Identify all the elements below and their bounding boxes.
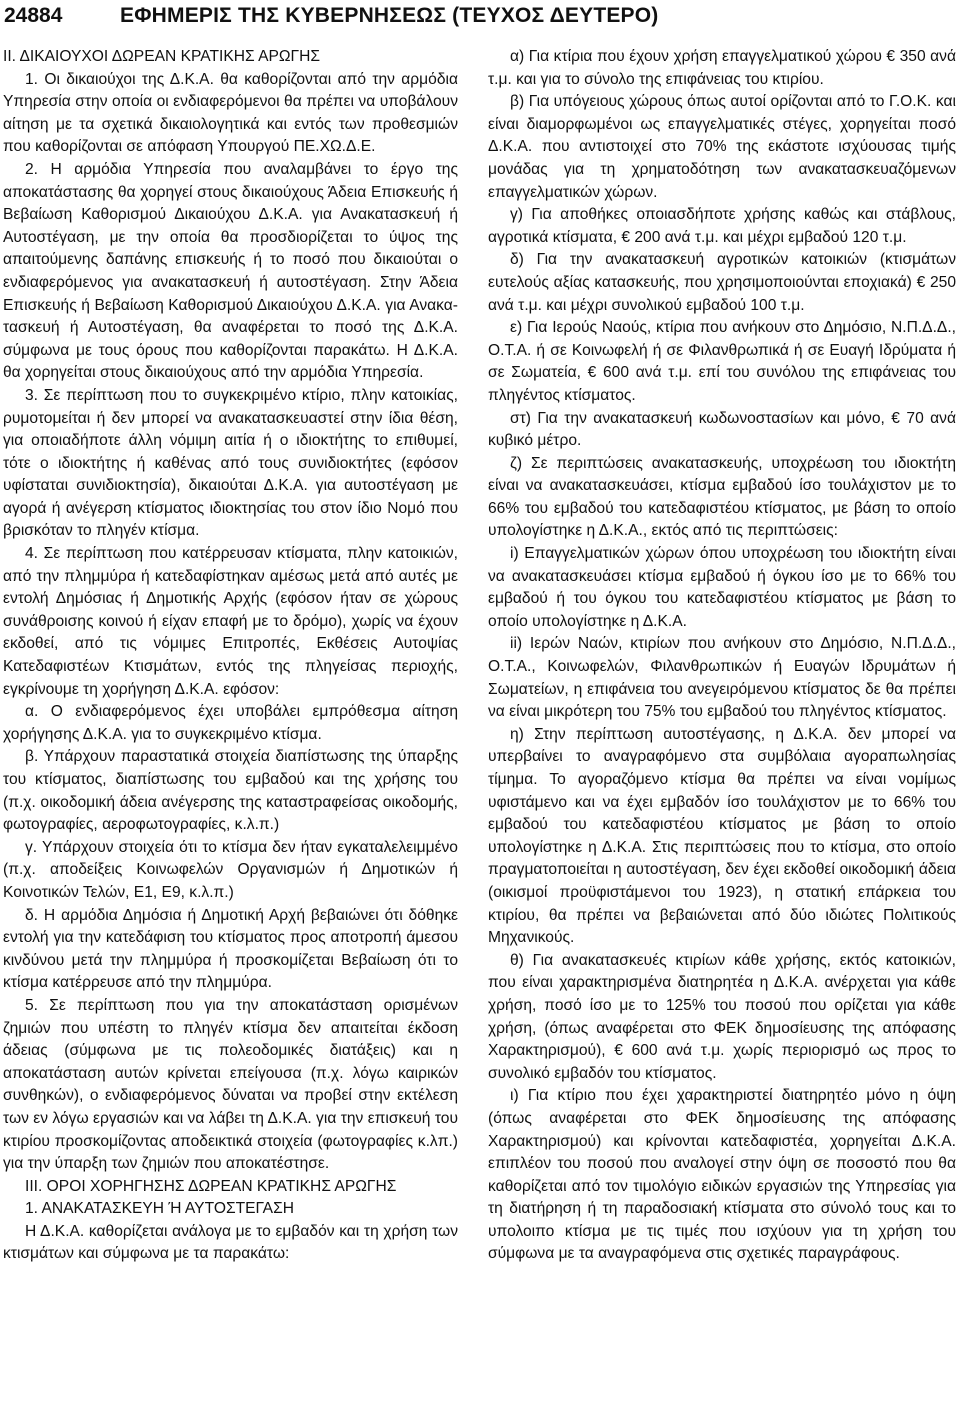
paragraph: γ) Για αποθήκες οποιασδήποτε χρήσης καθώς και στάβλους, αγροτικά κτίσματα, € 200 ανά τ.μ. και μέχρι εμβαδού 120 τ.μ. [488,206,956,246]
paragraph: 3. Σε περίπτωση που το συγκεκριμένο κτίριο, πλην κατοικίας, ρυμοτομείται ή δεν μπορεί να ανακατασκευαστεί στην ίδια θέση, για οποιαδήποτε άλλη νόμιμη αιτία ή ο ιδιοκτήτης το επιθυμεί, τότε ο ιδιοκτήτης ή καθένας από τους συνιδιοκτήτες (εφόσον υφίσταται συνιδιοκτησία), δικαιούται Δ.Κ.Α. για αυτοστέγαση με αγορά ή ανέγερση κτίσματος ιδιοκτησίας του στον ίδιο Νομό που βρισκόταν το πληγέν κτίσμα. [3,386,458,540]
paragraph: γ. Υπάρχουν στοιχεία ότι το κτίσμα δεν ήταν εγκαταλελειμμένο (π.χ. αποδείξεις Κοινωφελών Οργανισμών ή Δημοτικών ή Κοινοτικών Τελών, Ε1, Ε9, κ.λ.π.) [3,838,458,901]
paragraph: η) Στην περίπτωση αυτοστέγασης, η Δ.Κ.Α. δεν μπορεί να υπερβαίνει το αναγραφόμενο στα συμβόλαια αγοραπωλησίας τίμημα. Το αγοραζόμενο κτίσμα θα πρέπει να είναι νομίμως υφιστάμενο και να έχει εμβαδόν ίσο τουλάχιστον με το 66% του εμβαδού του κατεδαφιστέου κτίσματος με βάση το οποίο υπολογίστηκε η Δ.Κ.Α. Στις περιπτώσεις που το κτίσμα, στο οποίο πραγματοποιείται η αυτοστέγαση, δεν έχει εκδοθεί οικοδομική άδεια (οικισμοί προϋφιστάμενοι του 1923), η στατική επάρκεια του κτιρίου, θα πρέπει να βεβαιώνεται από δύο ιδιώτες Πολιτικούς Μηχανικούς. [488,725,956,947]
paragraph: α) Για κτίρια που έχουν χρήση επαγγελματικού χώρου € 350 ανά τ.μ. και για το σύνολο της επιφάνειας του κτιρίου. [488,48,956,88]
paragraph: i) Επαγγελματικών χώρων όπου υποχρέωση του ιδιοκτήτη είναι να ανακατασκευάσει κτίσμα εμβαδού ή όγκου ίσο με το 66% του εμβαδού ή του όγκου του κατεδαφιστέου κτίσματος με βάση το οποίο υπολογίστηκε η Δ.Κ.Α. [488,545,956,630]
paragraph: 4. Σε περίπτωση που κατέρρευσαν κτίσματα, πλην κατοικιών, από την πλημμύρα ή κατεδαφίστηκαν αμέσως μετά από αυτές με εντολή Δημόσιας ή Δημοτικής Αρχής (εφόσον ήταν σε χώρους συνάθροισης κοινού ή είχαν επαφή με το δρόμο), χωρίς να έχουν εκδοθεί, από τις νόμιμες Επιτροπές, Εκθέσεις Αυτοψίας Κατεδαφιστέων Κτισμάτων, εντός της πληγείσας περιοχής, εγκρίνουμε τη χορήγηση Δ.Κ.Α. εφόσον: [3,545,458,698]
paragraph: στ) Για την ανακατασκευή κωδωνοστασίων και μόνο, € 70 ανά κυβικό μέτρο. [488,409,956,450]
page-header [0,0,960,40]
gazette-title: ΕΦΗΜΕΡΙΣ ΤΗΣ ΚΥΒΕΡΝΗΣΕΩΣ (ΤΕΥΧΟΣ ΔΕΥΤΕΡΟ) [120,4,659,27]
page-number: 24884 [4,4,63,27]
paragraph: β. Υπάρχουν παραστατικά στοιχεία διαπίστωσης της ύπαρξης του κτίσματος, διαπίστωσης του εμβαδού και της χρήσης του (π.χ. οικοδομική άδεια ανέγερσης της καταστραφείσας οικοδομής, φωτογραφίες, αεροφωτογραφίες, κ.λ.π.) [3,748,458,834]
paragraph: 2. Η αρμόδια Υπηρεσία που αναλαμβάνει το έργο της αποκατάστασης θα χορηγεί στους δικαιούχους Άδεια Επισκευής ή Βεβαίωση Καθορισμού Δικαιούχου Δ.Κ.Α. για Ανακατασκευή ή Αυτοστέγαση, με την οποία θα προσδιορίζεται το ύψος της απαιτούμενης δαπάνης επισκευής ή το ποσό που δικαιούται ο ενδιαφερόμενος για ανακατασκευή ή αυτοστέγαση. Στην Άδεια Επισκευής ή Βεβαίωση Καθορισμού Δικαιούχου Δ.Κ.Α. για Ανακατασκευή ή Αυτοστέγαση, θα αναφέρεται το ποσό της Δ.Κ.Α. σύμφωνα με τους όρους που καθορίζονται παρακάτω. Η Δ.Κ.Α. θα χορηγείται στους δικαιούχους από την αρμόδια Υπηρεσία. [3,160,458,382]
paragraph: ζ) Σε περιπτώσεις ανακατασκευής, υποχρέωση του ιδιοκτήτη είναι να ανακατασκευάσει, κτίσμα εμβαδού ίσο τουλάχιστον με το 66% του εμβαδού του κατεδαφιστέου κτίσματος, με βάση το οποίο υπολογίστηκε η Δ.Κ.Α., εκτός από τις περιπτώσεις: [488,454,956,540]
paragraph: 1. Οι δικαιούχοι της Δ.Κ.Α. θα καθορίζονται από την αρμόδια Υπηρεσία στην οποία οι ενδιαφερόμενοι θα πρέπει να υποβάλουν αίτηση με τα σχετικά δικαιολογητικά και εντός των προθεσμιών που καθορίζονται σε απόφαση Υπουργού ΠΕ.ΧΩ.Δ.Ε. [3,70,458,156]
paragraph: α. Ο ενδιαφερόμενος έχει υποβάλει εμπρόθεσμα αίτηση χορήγησης Δ.Κ.Α. για το συγκεκριμένο κτίσμα. [3,703,458,743]
paragraph: δ. Η αρμόδια Δημόσια ή Δημοτική Αρχή βεβαιώνει ότι δόθηκε εντολή για την κατεδάφιση του κτίσματος προς αποτροπή άμεσου κινδύνου μετά την πλημμύρα ή προσκομίζεται Βεβαίωση ότι το κτίσμα κατέρρευσε από την πλημμύρα. [3,906,458,992]
paragraph: β) Για υπόγειους χώρους όπως αυτοί ορίζονται από το Γ.Ο.Κ. και είναι διαμορφωμένοι ως επαγγελματικές στέγες, χορηγείται ποσό Δ.Κ.Α. που αντιστοιχεί στο 70% της εκάστοτε ισχύουσας τιμής μονάδας για τη χρηματοδότηση των ανακατασκευαζόμενων επαγγελματικών χώρων. [488,93,956,201]
paragraph: θ) Για ανακατασκευές κτιρίων κάθε χρήσης, εκτός κατοικιών, που είναι χαρακτηρισμένα διατηρητέα η Δ.Κ.Α. ανέρχεται για κάθε χρήση, ποσό ίσο με το 125% του ποσού που ορίζεται για κάθε χρήση, (όπως αναφέρεται στο ΦΕΚ δημοσίευσης της απόφασης Χαρακτηρισμού), € 600 ανά τ.μ. χωρίς περιορισμό ως προς το συνολικό εμβαδόν του κτίσματος. [488,951,956,1082]
paragraph: Η Δ.Κ.Α. καθορίζεται ανάλογα με το εμβαδόν και τη χρήση των κτισμάτων και σύμφωνα με τα παρακάτω: [3,1222,458,1263]
paragraph: ii) Ιερών Ναών, κτιρίων που ανήκουν στο Δημόσιο, Ν.Π.Δ.Δ., Ο.Τ.Α., Κοινωφελών, Φιλανθρωπικών ή Ευαγών Ιδρυμάτων ή Σωματείων, η επιφάνεια του ανεγειρόμενου κτίσματος δε θα πρέπει να είναι μικρότερη του 75% του εμβαδού του πληγέντος κτίσματος. [488,635,956,721]
left-column [3,46,458,1266]
subsection-heading: 1. ΑΝΑΚΑΤΑΣΚΕΥΗ Ή ΑΥΤΟΣΤΕΓΑΣΗ [25,1200,294,1218]
paragraph: ι) Για κτίριο που έχει χαρακτηριστεί διατηρητέο μόνο η όψη (όπως αναφέρεται στο ΦΕΚ δημοσίευσης της απόφασης Χαρακτηρισμού) και κρίνονται κατεδαφιστέα, χορηγείται Δ.Κ.Α. επιπλέον του ποσού που αναλογεί στην όψη σε ποσοστό που θα καθορίζεται από τον τιμολόγιο ειδικών εργασιών της Υπηρεσίας για τη διατήρηση ή τη παραδοσιακή κτίσματα στο σύνολό τους και το υπολοιπο κτίσμα με τις τιμές που ισχύουν για τη χρήση του σύμφωνα με τα αναγραφόμενα στις σχετικές παραγράφους. [488,1087,956,1263]
paragraph: 5. Σε περίπτωση που για την αποκατάσταση ορισμένων ζημιών που υπέστη το πληγέν κτίσμα δεν απαιτείται έκδοση άδειας (σύμφωνα με τις πολεοδομικές διατάξεις) και η αποκατάσταση αυτών κρίνεται επείγουσα (π.χ. λόγω καιρικών συνθηκών), ο ενδιαφερόμενος δύναται να προβεί στην εκτέλεση των εν λόγω εργασιών και να λάβει τη Δ.Κ.Α. για την επισκευή του κτιρίου προσκομίζοντας αποδεικτικά στοιχεία (φωτογραφίες κ.λπ.) για την ύπαρξη των ζημιών που αποκατέστησε. [3,996,458,1173]
section-heading-ii: ΙΙ. ΔΙΚΑΙΟΥΧΟΙ ΔΩΡΕΑΝ ΚΡΑΤΙΚΗΣ ΑΡΩΓΗΣ [3,48,321,65]
paragraph: δ) Για την ανακατασκευή αγροτικών κατοικιών (κτισμάτων ευτελούς αξίας κατασκευής, που χρησιμοποιούνται εποχιακά) € 250 ανά τ.μ. και μέχρι συνολικού εμβαδού 100 τ.μ. [488,251,956,314]
section-heading-iii: ΙΙΙ. ΟΡΟΙ ΧΟΡΗΓΗΣΗΣ ΔΩΡΕΑΝ ΚΡΑΤΙΚΗΣ ΑΡΩΓΗΣ [25,1177,397,1195]
right-column [488,46,956,1266]
paragraph: ε) Για Ιερούς Ναούς, κτίρια που ανήκουν στο Δημόσιο, Ν.Π.Δ.Δ., Ο.Τ.Α. ή σε Κοινωφελή ή σε Φιλανθρωπικά ή σε Ευαγή Ιδρύματα ή σε Σωματεία, € 600 ανά τ.μ. επί του συνόλου της επιφάνειας του πληγέντος κτίσματος. [488,319,956,404]
